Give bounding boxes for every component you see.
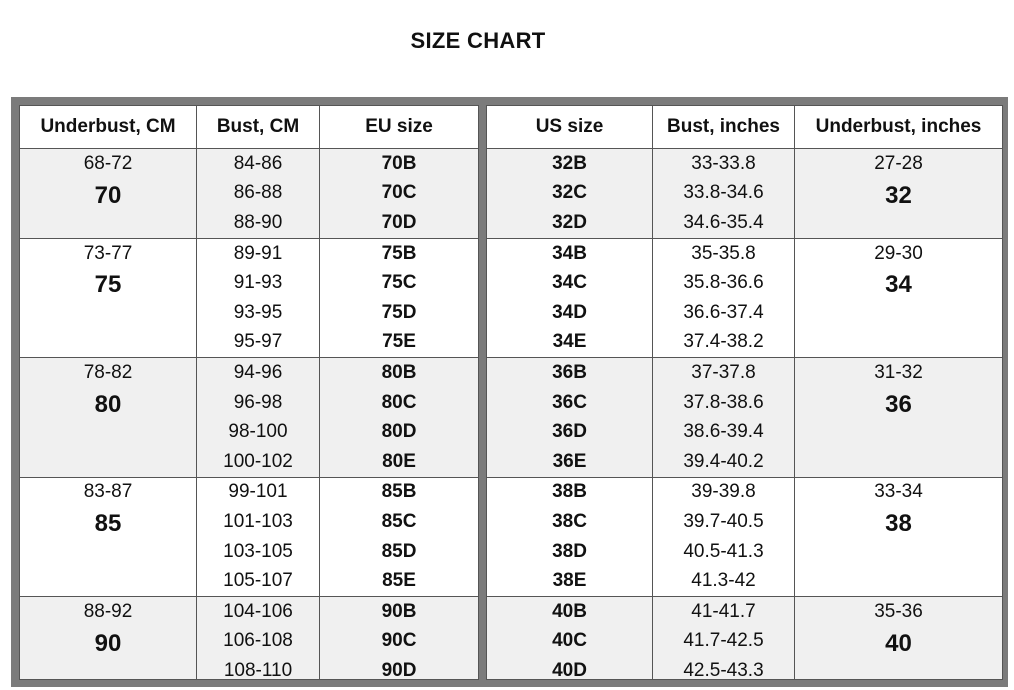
band-size-us: 34 [885,271,912,299]
us-size-value: 38E [552,570,587,592]
eu-size-value: 85E [382,570,416,592]
underbust-inches-range: 29-30 [874,242,923,264]
size-group-row [20,239,478,358]
bust-inches-value: 37.4-38.2 [683,331,764,353]
us-size-value: 40D [552,659,587,680]
bust-inches-value: 33-33.8 [691,152,756,174]
band-size-eu: 85 [94,510,122,538]
bust-cm-value: 105-107 [223,570,293,592]
underbust-cm-cell [20,239,197,357]
underbust-inches-cell [795,358,1002,476]
header-bust-inches: Bust, inches [653,106,795,148]
us-size-cell [487,478,653,596]
eu-size-cell [320,597,478,680]
table-header [487,106,1002,149]
underbust-cm-cell [20,597,197,680]
eu-size-cell [320,239,478,357]
bust-inches-value: 41.3-42 [691,570,756,592]
bust-inches-value: 35-35.8 [691,242,756,264]
underbust-inches-cell [795,478,1002,596]
bust-inches-value: 37.8-38.6 [683,391,764,413]
bust-inches-value: 41-41.7 [691,600,756,622]
us-size-cell [487,358,653,476]
underbust-inches-range: 27-28 [874,152,923,174]
eu-size-value: 75B [381,242,417,264]
size-group-row [487,478,1002,597]
eu-size-value: 90D [381,659,417,680]
us-size-value: 38D [552,540,587,562]
underbust-cm-cell [20,478,197,596]
us-size-value: 38C [552,510,587,532]
us-inch-table-body [487,149,1002,680]
eu-size-value: 75E [382,331,416,353]
us-size-value: 36C [552,391,587,413]
header-underbust-cm: Underbust, CM [20,106,197,148]
bust-inches-cell [653,239,795,357]
bust-cm-value: 94-96 [233,361,283,383]
size-group-row [487,597,1002,680]
underbust-inches-cell [795,239,1002,357]
bust-cm-value: 95-97 [233,331,283,353]
bust-inches-value: 35.8-36.6 [683,272,764,294]
underbust-cm-range: 88-92 [83,600,133,622]
bust-cm-value: 100-102 [223,450,293,472]
us-size-value: 40B [552,600,587,622]
eu-size-value: 80B [381,361,417,383]
bust-cm-value: 106-108 [223,630,293,652]
size-group-row [487,358,1002,477]
eu-size-value: 80E [382,450,416,472]
us-inch-table [486,105,1003,680]
bust-inches-cell [653,478,795,596]
eu-size-value: 70C [381,182,417,204]
bust-inches-value: 40.5-41.3 [683,540,764,562]
underbust-cm-range: 68-72 [83,152,133,174]
header-eu-size: EU size [365,116,433,137]
underbust-inches-cell [795,597,1002,680]
eu-size-cell [320,478,478,596]
underbust-cm-cell [20,358,197,476]
cm-eu-table-body [20,149,478,680]
us-size-value: 32C [552,182,587,204]
bust-cm-value: 101-103 [223,510,293,532]
eu-size-value: 85D [381,540,417,562]
band-size-eu: 80 [94,390,122,418]
bust-cm-value: 91-93 [233,272,283,294]
bust-cm-value: 98-100 [228,421,288,443]
eu-size-value: 90C [381,630,417,652]
band-size-us: 40 [885,629,912,657]
bust-cm-value: 86-88 [233,182,283,204]
us-size-cell [487,597,653,680]
size-group-row [487,239,1002,358]
us-size-value: 38B [552,481,587,503]
bust-inches-value: 39.4-40.2 [683,450,764,472]
eu-size-value: 80D [381,421,417,443]
size-group-row [487,149,1002,239]
cm-eu-table [19,105,479,680]
band-size-us: 32 [885,181,912,209]
us-size-value: 36E [552,450,587,472]
size-group-row [20,478,478,597]
bust-cm-value: 89-91 [233,242,283,264]
bust-cm-value: 84-86 [233,152,283,174]
underbust-cm-range: 73-77 [83,242,133,264]
size-chart-frame [11,97,1008,687]
us-size-value: 36B [552,361,587,383]
header-bust-cm: Bust, CM [197,106,320,148]
eu-size-value: 80C [381,391,417,413]
us-size-cell [487,149,653,238]
eu-size-value: 70B [381,152,417,174]
eu-size-value: 75C [381,272,417,294]
us-size-value: 34B [552,242,587,264]
bust-inches-value: 37-37.8 [691,361,756,383]
bust-cm-cell [197,358,320,476]
underbust-cm-range: 83-87 [83,481,133,503]
us-size-value: 34E [552,331,587,353]
header-us-size: US size [487,106,653,148]
size-group-row [20,149,478,239]
bust-cm-value: 96-98 [233,391,283,413]
bust-inches-value: 39-39.8 [691,481,756,503]
bust-inches-cell [653,149,795,238]
eu-size-cell [320,358,478,476]
bust-inches-value: 39.7-40.5 [683,510,764,532]
underbust-cm-cell [20,149,197,238]
bust-inches-value: 36.6-37.4 [683,301,764,323]
band-size-us: 36 [885,390,912,418]
bust-cm-value: 104-106 [223,600,293,622]
us-size-value: 34D [552,301,587,323]
bust-inches-value: 41.7-42.5 [683,630,764,652]
us-size-value: 32D [552,211,587,233]
us-size-value: 36D [552,421,587,443]
underbust-inches-cell [795,149,1002,238]
bust-cm-cell [197,149,320,238]
bust-inches-value: 33.8-34.6 [683,182,764,204]
underbust-inches-range: 31-32 [874,361,923,383]
bust-inches-value: 34.6-35.4 [683,211,764,233]
eu-size-value: 85C [381,510,417,532]
bust-cm-value: 99-101 [228,481,288,503]
bust-inches-cell [653,358,795,476]
eu-size-value: 75D [381,301,417,323]
size-group-row [20,597,478,680]
underbust-inches-range: 35-36 [874,600,923,622]
band-size-eu: 75 [94,271,122,299]
us-size-value: 34C [552,272,587,294]
band-size-us: 38 [885,510,912,538]
bust-cm-cell [197,597,320,680]
us-size-value: 32B [552,152,587,174]
bust-inches-value: 42.5-43.3 [683,659,764,680]
underbust-inches-range: 33-34 [874,481,923,503]
page-title: SIZE CHART [410,28,546,53]
eu-size-value: 85B [381,481,417,503]
bust-inches-value: 38.6-39.4 [683,421,764,443]
bust-cm-value: 88-90 [233,211,283,233]
size-group-row [20,358,478,477]
bust-cm-value: 103-105 [223,540,293,562]
eu-size-cell [320,149,478,238]
eu-size-value: 70D [381,211,417,233]
band-size-eu: 70 [94,181,122,209]
us-size-value: 40C [552,630,587,652]
bust-cm-cell [197,239,320,357]
bust-inches-cell [653,597,795,680]
header-underbust-inches: Underbust, inches [815,116,982,137]
bust-cm-value: 108-110 [223,659,293,680]
bust-cm-value: 93-95 [233,301,283,323]
underbust-cm-range: 78-82 [83,361,133,383]
band-size-eu: 90 [94,629,122,657]
table-header [20,106,478,149]
eu-size-value: 90B [381,600,417,622]
bust-cm-cell [197,478,320,596]
us-size-cell [487,239,653,357]
